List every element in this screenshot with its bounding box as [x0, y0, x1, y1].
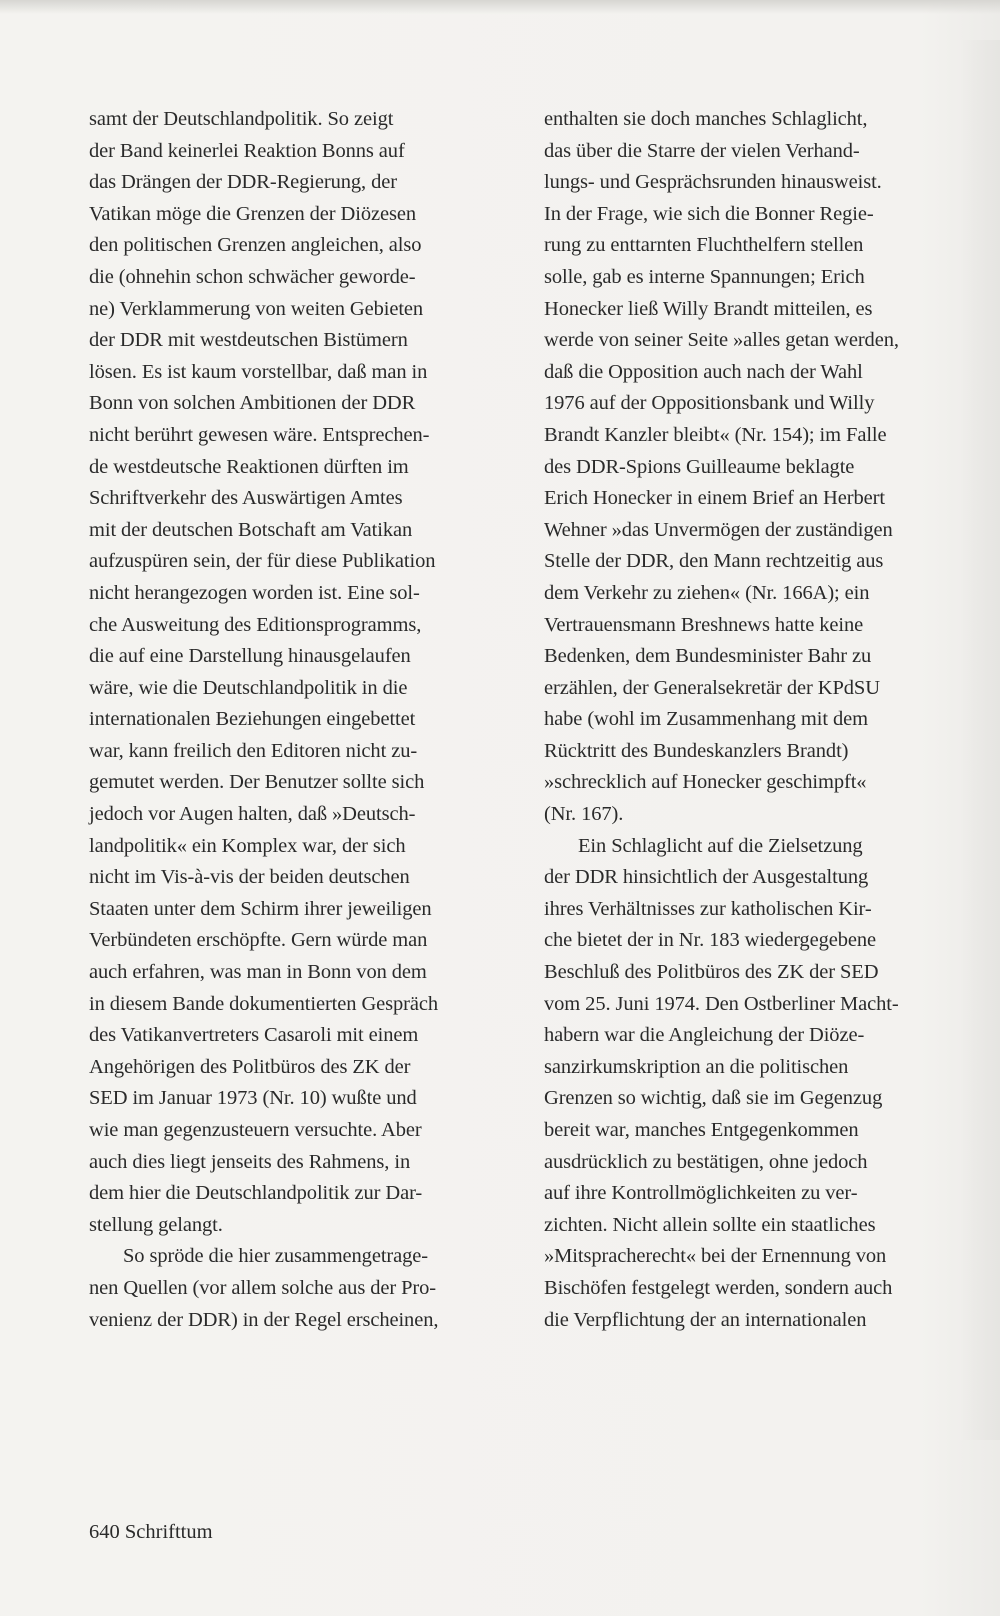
text-line: Stelle der DDR, den Mann rechtzeitig aus: [544, 550, 884, 573]
text-line: den politischen Grenzen angleichen, also: [89, 234, 422, 257]
text-line: So spröde die hier zusammengetrage-: [123, 1245, 429, 1268]
text-line: Bedenken, dem Bundesminister Bahr zu: [544, 645, 872, 668]
text-line: nen Quellen (vor allem solche aus der Pro-: [89, 1276, 437, 1299]
text-line: Bonn von solchen Ambitionen der DDR: [89, 392, 416, 415]
text-line: Bischöfen festgelegt werden, sondern auch: [544, 1276, 893, 1299]
text-line: Erich Honecker in einem Brief an Herbert: [544, 487, 885, 510]
text-line: Angehörigen des Politbüros des ZK der: [89, 1055, 411, 1078]
text-line: dem hier die Deutschlandpolitik zur Dar-: [89, 1182, 423, 1205]
text-line: die Verpflichtung der an internationalen: [544, 1308, 867, 1331]
text-line: auch erfahren, was man in Bonn von dem: [89, 961, 427, 984]
text-line: Ein Schlaglicht auf die Zielsetzung: [578, 834, 863, 857]
running-header-section: Schrifttum: [124, 1521, 213, 1543]
text-line: che bietet der in Nr. 183 wiedergegebene: [544, 929, 877, 952]
text-line: zichten. Nicht allein sollte ein staatliches: [544, 1213, 876, 1236]
text-line: landpolitik« ein Komplex war, der sich: [89, 834, 406, 857]
text-line: die auf eine Darstellung hinausgelaufen: [89, 645, 411, 668]
text-line: »schrecklich auf Honecker geschimpft«: [544, 771, 867, 794]
text-line: der DDR hinsichtlich der Ausgestaltung: [544, 866, 869, 889]
text-line: solle, gab es interne Spannungen; Erich: [544, 265, 865, 288]
text-line: mit der deutschen Botschaft am Vatikan: [89, 518, 413, 541]
text-line: die (ohnehin schon schwächer geworde-: [89, 265, 416, 288]
text-line: 1976 auf der Oppositionsbank und Willy: [544, 392, 875, 415]
text-line: jedoch vor Augen halten, daß »Deutsch-: [89, 803, 416, 826]
text-line: in diesem Bande dokumentierten Gespräch: [89, 992, 439, 1015]
text-line: Grenzen so wichtig, daß sie im Gegenzug: [544, 1087, 883, 1110]
text-line: vom 25. Juni 1974. Den Ostberliner Macht-: [544, 992, 899, 1015]
text-line: ihres Verhältnisses zur katholischen Kir-: [544, 897, 872, 920]
text-line: Vertrauensmann Breshnews hatte keine: [544, 613, 864, 636]
text-line: Honecker ließ Willy Brandt mitteilen, es: [544, 297, 873, 320]
text-line: nicht berührt gewesen wäre. Entsprechen-: [89, 423, 430, 446]
text-line: samt der Deutschlandpolitik. So zeigt: [89, 108, 394, 130]
text-line: stellung gelangt.: [89, 1213, 223, 1236]
text-line: »Mitspracherecht« bei der Ernennung von: [544, 1245, 887, 1268]
text-line: des DDR-Spions Guilleaume beklagte: [544, 455, 855, 478]
text-line: rung zu enttarnten Fluchthelfern stellen: [544, 234, 864, 257]
text-line: daß die Opposition auch nach der Wahl: [544, 360, 863, 383]
text-line: Wehner »das Unvermögen der zuständigen: [544, 518, 893, 541]
scan-top-shadow: [0, 0, 1000, 14]
text-line: Staaten unter dem Schirm ihrer jeweiligen: [89, 897, 432, 920]
text-line: auf ihre Kontrollmöglichkeiten zu ver-: [544, 1182, 858, 1205]
text-line: che Ausweitung des Editionsprogramms,: [89, 613, 422, 636]
text-line: (Nr. 167).: [544, 803, 624, 826]
text-line: der Band keinerlei Reaktion Bonns auf: [89, 139, 405, 162]
text-line: habern war die Angleichung der Diöze-: [544, 1024, 865, 1047]
text-line: lungs- und Gesprächsrunden hinausweist.: [544, 171, 882, 194]
text-line: aufzuspüren sein, der für diese Publikation: [89, 550, 436, 573]
text-line: ausdrücklich zu bestätigen, ohne jedoch: [544, 1150, 868, 1173]
right-text-column: [544, 104, 964, 1336]
text-line: wie man gegenzusteuern versuchte. Aber: [89, 1119, 422, 1141]
text-line: Beschluß des Politbüros des ZK der SED: [544, 961, 879, 984]
left-text-column: [89, 104, 509, 1336]
text-line: sanzirkumskription an die politischen: [544, 1055, 849, 1078]
text-line: war, kann freilich den Editoren nicht zu-: [89, 739, 418, 762]
text-line: erzählen, der Generalsekretär der KPdSU: [544, 676, 880, 699]
text-line: internationalen Beziehungen eingebettet: [89, 708, 416, 731]
text-line: bereit war, manches Entgegenkommen: [544, 1119, 859, 1141]
text-line: Schriftverkehr des Auswärtigen Amtes: [89, 487, 403, 510]
text-line: dem Verkehr zu ziehen« (Nr. 166A); ein: [544, 581, 870, 604]
text-line: In der Frage, wie sich die Bonner Regie-: [544, 202, 874, 225]
text-line: lösen. Es ist kaum vorstellbar, daß man in: [89, 360, 428, 383]
scan-right-bleed: [960, 40, 1000, 1440]
page-number: 640: [89, 1521, 120, 1543]
text-line: habe (wohl im Zusammenhang mit dem: [544, 708, 868, 731]
text-line: enthalten sie doch manches Schlaglicht,: [544, 108, 868, 130]
text-line: de westdeutsche Reaktionen dürften im: [89, 455, 409, 478]
text-line: das über die Starre der vielen Verhand-: [544, 139, 860, 162]
text-line: das Drängen der DDR-Regierung, der: [89, 171, 397, 194]
text-line: Vatikan möge die Grenzen der Diözesen: [89, 202, 417, 225]
text-line: der DDR mit westdeutschen Bistümern: [89, 329, 408, 352]
text-line: des Vatikanvertreters Casaroli mit einem: [89, 1024, 419, 1047]
text-line: venienz der DDR) in der Regel erscheinen,: [89, 1308, 439, 1331]
text-line: werde von seiner Seite »alles getan werden,: [544, 329, 899, 352]
text-line: auch dies liegt jenseits des Rahmens, in: [89, 1150, 411, 1173]
text-line: nicht im Vis-à-vis der beiden deutschen: [89, 866, 410, 889]
page-footer: [89, 1518, 213, 1546]
text-line: Rücktritt des Bundeskanzlers Brandt): [544, 739, 849, 762]
text-line: ne) Verklammerung von weiten Gebieten: [89, 297, 424, 320]
text-line: wäre, wie die Deutschlandpolitik in die: [89, 676, 408, 699]
text-line: gemutet werden. Der Benutzer sollte sich: [89, 771, 425, 794]
text-line: nicht herangezogen worden ist. Eine sol-: [89, 581, 420, 604]
text-line: SED im Januar 1973 (Nr. 10) wußte und: [89, 1087, 417, 1110]
text-line: Verbündeten erschöpfte. Gern würde man: [89, 929, 428, 952]
text-line: Brandt Kanzler bleibt« (Nr. 154); im Falle: [544, 423, 887, 446]
